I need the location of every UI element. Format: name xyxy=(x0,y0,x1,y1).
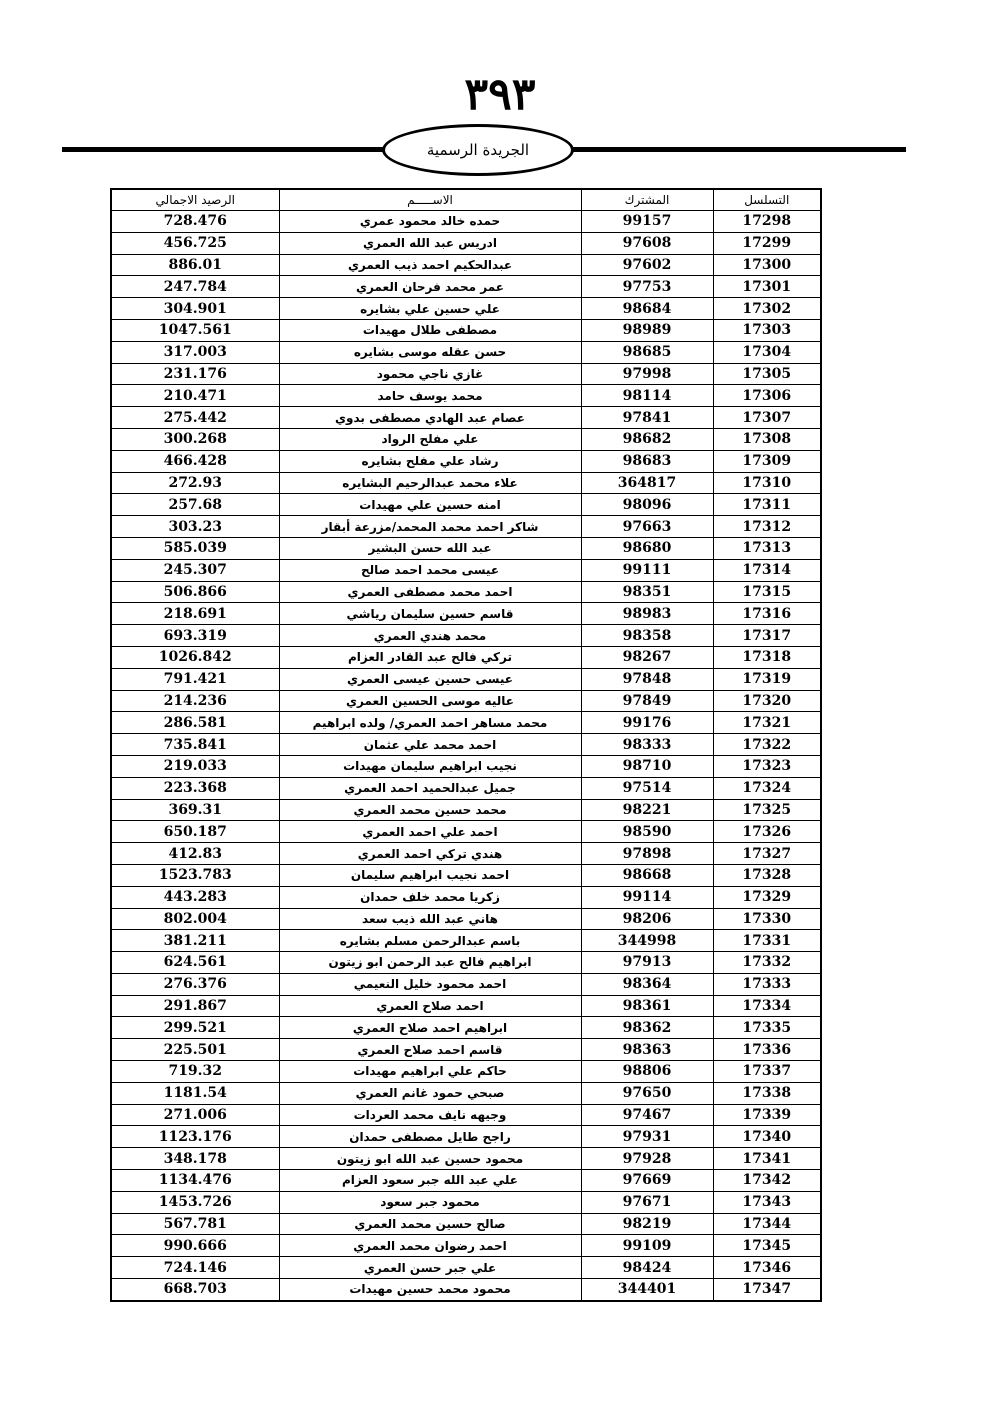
serial-cell: 17319 xyxy=(713,668,821,690)
balance-cell: 719.32 xyxy=(111,1061,279,1083)
serial-cell: 17310 xyxy=(713,472,821,494)
name-cell: قاسم احمد صلاح العمري xyxy=(279,1039,581,1061)
serial-cell: 17316 xyxy=(713,603,821,625)
name-cell: جميل عبدالحميد احمد العمري xyxy=(279,777,581,799)
serial-cell: 17304 xyxy=(713,341,821,363)
balance-cell: 218.691 xyxy=(111,603,279,625)
balance-cell: 791.421 xyxy=(111,668,279,690)
name-cell: عمر محمد فرحان العمري xyxy=(279,276,581,298)
subscriber-cell: 98096 xyxy=(581,494,713,516)
serial-cell: 17334 xyxy=(713,995,821,1017)
balance-cell: 214.236 xyxy=(111,690,279,712)
name-cell: عبد الله حسن البشير xyxy=(279,537,581,559)
subscriber-cell: 98989 xyxy=(581,319,713,341)
subscriber-cell: 98333 xyxy=(581,734,713,756)
table-row xyxy=(111,450,821,472)
subscriber-cell: 97848 xyxy=(581,668,713,690)
balance-cell: 247.784 xyxy=(111,276,279,298)
table-row xyxy=(111,1061,821,1083)
serial-cell: 17343 xyxy=(713,1191,821,1213)
name-cell: ابراهيم احمد صلاح العمري xyxy=(279,1017,581,1039)
subscriber-cell: 99111 xyxy=(581,559,713,581)
subscriber-cell: 97650 xyxy=(581,1082,713,1104)
serial-cell: 17333 xyxy=(713,973,821,995)
table-row xyxy=(111,1213,821,1235)
balance-cell: 1453.726 xyxy=(111,1191,279,1213)
serial-cell: 17299 xyxy=(713,232,821,254)
balance-cell: 412.83 xyxy=(111,843,279,865)
table-row xyxy=(111,864,821,886)
balance-cell: 728.476 xyxy=(111,211,279,233)
balance-cell: 1047.561 xyxy=(111,319,279,341)
name-cell: علي جبر حسن العمري xyxy=(279,1257,581,1279)
balance-cell: 1523.783 xyxy=(111,864,279,886)
name-cell: هاني عبد الله ذيب سعد xyxy=(279,908,581,930)
serial-cell: 17298 xyxy=(713,211,821,233)
name-cell: احمد رضوان محمد العمري xyxy=(279,1235,581,1257)
subscriber-cell: 98219 xyxy=(581,1213,713,1235)
table-row xyxy=(111,363,821,385)
table-body xyxy=(111,211,821,1301)
serial-cell: 17337 xyxy=(713,1061,821,1083)
table-row xyxy=(111,232,821,254)
subscriber-cell: 98363 xyxy=(581,1039,713,1061)
subscriber-cell: 97602 xyxy=(581,254,713,276)
balance-cell: 225.501 xyxy=(111,1039,279,1061)
table-row xyxy=(111,407,821,429)
subscriber-cell: 98361 xyxy=(581,995,713,1017)
name-cell: علي حسين علي بشايره xyxy=(279,298,581,320)
name-cell: محمود جبر سعود xyxy=(279,1191,581,1213)
name-cell: صبحي حمود غانم العمري xyxy=(279,1082,581,1104)
table-row xyxy=(111,952,821,974)
subscriber-cell: 98358 xyxy=(581,625,713,647)
name-cell: عيسى حسين عيسى العمري xyxy=(279,668,581,690)
name-cell: محمود حسين عبد الله ابو زيتون xyxy=(279,1148,581,1170)
table-row xyxy=(111,777,821,799)
balance-cell: 456.725 xyxy=(111,232,279,254)
table-row xyxy=(111,734,821,756)
serial-cell: 17320 xyxy=(713,690,821,712)
serial-cell: 17327 xyxy=(713,843,821,865)
header-rule-left xyxy=(62,147,386,152)
name-cell: هندي تركي احمد العمري xyxy=(279,843,581,865)
serial-cell: 17315 xyxy=(713,581,821,603)
serial-cell: 17308 xyxy=(713,428,821,450)
subscriber-cell: 98267 xyxy=(581,646,713,668)
subscriber-cell: 98983 xyxy=(581,603,713,625)
table-row xyxy=(111,494,821,516)
balance-cell: 275.442 xyxy=(111,407,279,429)
subscriber-cell: 344998 xyxy=(581,930,713,952)
table-row xyxy=(111,1170,821,1192)
serial-cell: 17332 xyxy=(713,952,821,974)
subscriber-cell: 98683 xyxy=(581,450,713,472)
table-row xyxy=(111,1039,821,1061)
name-cell: محمد مساهر احمد العمري/ ولده ابراهيم xyxy=(279,712,581,734)
header-balance: الرصيد الاجمالي xyxy=(111,189,279,211)
balance-cell: 369.31 xyxy=(111,799,279,821)
balance-cell: 303.23 xyxy=(111,516,279,538)
table-row xyxy=(111,690,821,712)
subscriber-cell: 98221 xyxy=(581,799,713,821)
serial-cell: 17336 xyxy=(713,1039,821,1061)
subscriber-cell: 364817 xyxy=(581,472,713,494)
table-row xyxy=(111,995,821,1017)
name-cell: ابراهيم فالح عبد الرحمن ابو زيتون xyxy=(279,952,581,974)
balance-cell: 668.703 xyxy=(111,1279,279,1301)
name-cell: علي مفلح الرواد xyxy=(279,428,581,450)
table-row xyxy=(111,211,821,233)
name-cell: احمد علي احمد العمري xyxy=(279,821,581,843)
page-number: ٣٩٣ xyxy=(464,69,536,120)
name-cell: مصطفى طلال مهيدات xyxy=(279,319,581,341)
name-cell: حاكم علي ابراهيم مهيدات xyxy=(279,1061,581,1083)
balance-cell: 443.283 xyxy=(111,886,279,908)
balance-cell: 1026.842 xyxy=(111,646,279,668)
name-cell: غازي ناجي محمود xyxy=(279,363,581,385)
table-row xyxy=(111,625,821,647)
serial-cell: 17347 xyxy=(713,1279,821,1301)
subscriber-cell: 98364 xyxy=(581,973,713,995)
subscriber-cell: 99157 xyxy=(581,211,713,233)
serial-cell: 17322 xyxy=(713,734,821,756)
name-cell: احمد نجيب ابراهيم سليمان xyxy=(279,864,581,886)
balance-cell: 223.368 xyxy=(111,777,279,799)
subscriber-cell: 99114 xyxy=(581,886,713,908)
subscriber-cell: 98684 xyxy=(581,298,713,320)
table-row xyxy=(111,755,821,777)
subscriber-cell: 97931 xyxy=(581,1126,713,1148)
subscriber-cell: 97753 xyxy=(581,276,713,298)
table-row xyxy=(111,1235,821,1257)
subscriber-cell: 98806 xyxy=(581,1061,713,1083)
subscriber-cell: 98680 xyxy=(581,537,713,559)
table-row xyxy=(111,1257,821,1279)
balance-cell: 286.581 xyxy=(111,712,279,734)
serial-cell: 17345 xyxy=(713,1235,821,1257)
header-name: الاســـــم xyxy=(279,189,581,211)
subscriber-cell: 98114 xyxy=(581,385,713,407)
serial-cell: 17303 xyxy=(713,319,821,341)
table-row xyxy=(111,1104,821,1126)
serial-cell: 17325 xyxy=(713,799,821,821)
serial-cell: 17323 xyxy=(713,755,821,777)
table-row xyxy=(111,1017,821,1039)
serial-cell: 17331 xyxy=(713,930,821,952)
header-serial: التسلسل xyxy=(713,189,821,211)
table-row xyxy=(111,1279,821,1301)
table-row xyxy=(111,603,821,625)
subscriber-cell: 98206 xyxy=(581,908,713,930)
subscriber-cell: 97928 xyxy=(581,1148,713,1170)
serial-cell: 17305 xyxy=(713,363,821,385)
name-cell: محمد هندي العمري xyxy=(279,625,581,647)
table-row xyxy=(111,1148,821,1170)
name-cell: عاليه موسى الحسين العمري xyxy=(279,690,581,712)
serial-cell: 17344 xyxy=(713,1213,821,1235)
table-row xyxy=(111,581,821,603)
balance-cell: 317.003 xyxy=(111,341,279,363)
balance-cell: 291.867 xyxy=(111,995,279,1017)
serial-cell: 17335 xyxy=(713,1017,821,1039)
serial-cell: 17301 xyxy=(713,276,821,298)
subscriber-cell: 98424 xyxy=(581,1257,713,1279)
balance-cell: 990.666 xyxy=(111,1235,279,1257)
table-row xyxy=(111,516,821,538)
name-cell: محمد حسين محمد العمري xyxy=(279,799,581,821)
name-cell: احمد صلاح العمري xyxy=(279,995,581,1017)
subscriber-cell: 98590 xyxy=(581,821,713,843)
serial-cell: 17307 xyxy=(713,407,821,429)
table-row xyxy=(111,886,821,908)
subscribers-table-container xyxy=(110,188,820,1302)
subscriber-cell: 98362 xyxy=(581,1017,713,1039)
name-cell: نجيب ابراهيم سليمان مهيدات xyxy=(279,755,581,777)
name-cell: علي عبد الله جبر سعود العزام xyxy=(279,1170,581,1192)
table-row xyxy=(111,1126,821,1148)
balance-cell: 272.93 xyxy=(111,472,279,494)
name-cell: احمد محمود خليل النعيمي xyxy=(279,973,581,995)
balance-cell: 724.146 xyxy=(111,1257,279,1279)
name-cell: عبدالحكيم احمد ذيب العمري xyxy=(279,254,581,276)
table-header-row xyxy=(111,189,821,211)
header-rule-right xyxy=(570,147,906,152)
serial-cell: 17317 xyxy=(713,625,821,647)
balance-cell: 624.561 xyxy=(111,952,279,974)
serial-cell: 17326 xyxy=(713,821,821,843)
balance-cell: 886.01 xyxy=(111,254,279,276)
table-row xyxy=(111,646,821,668)
serial-cell: 17302 xyxy=(713,298,821,320)
balance-cell: 381.211 xyxy=(111,930,279,952)
balance-cell: 271.006 xyxy=(111,1104,279,1126)
name-cell: قاسم حسين سليمان رياشي xyxy=(279,603,581,625)
serial-cell: 17318 xyxy=(713,646,821,668)
subscriber-cell: 97608 xyxy=(581,232,713,254)
table-row xyxy=(111,559,821,581)
table-row xyxy=(111,843,821,865)
serial-cell: 17313 xyxy=(713,537,821,559)
serial-cell: 17341 xyxy=(713,1148,821,1170)
table-row xyxy=(111,537,821,559)
name-cell: وجيهه نايف محمد العردات xyxy=(279,1104,581,1126)
name-cell: تركي فالح عبد القادر العزام xyxy=(279,646,581,668)
table-row xyxy=(111,385,821,407)
serial-cell: 17314 xyxy=(713,559,821,581)
table-row xyxy=(111,821,821,843)
name-cell: زكريا محمد خلف حمدان xyxy=(279,886,581,908)
subscriber-cell: 99176 xyxy=(581,712,713,734)
serial-cell: 17342 xyxy=(713,1170,821,1192)
balance-cell: 257.68 xyxy=(111,494,279,516)
balance-cell: 567.781 xyxy=(111,1213,279,1235)
name-cell: علاء محمد عبدالرحيم البشايره xyxy=(279,472,581,494)
name-cell: عصام عبد الهادي مصطفى بدوي xyxy=(279,407,581,429)
subscriber-cell: 98351 xyxy=(581,581,713,603)
name-cell: رشاد علي مفلح بشايره xyxy=(279,450,581,472)
table-row xyxy=(111,712,821,734)
name-cell: احمد محمد مصطفى العمري xyxy=(279,581,581,603)
name-cell: شاكر احمد محمد المحمد/مزرعة أبقار xyxy=(279,516,581,538)
table-row xyxy=(111,799,821,821)
balance-cell: 1134.476 xyxy=(111,1170,279,1192)
subscriber-cell: 97467 xyxy=(581,1104,713,1126)
subscriber-cell: 97669 xyxy=(581,1170,713,1192)
subscriber-cell: 97841 xyxy=(581,407,713,429)
serial-cell: 17312 xyxy=(713,516,821,538)
balance-cell: 735.841 xyxy=(111,734,279,756)
balance-cell: 1123.176 xyxy=(111,1126,279,1148)
subscriber-cell: 98682 xyxy=(581,428,713,450)
subscriber-cell: 97514 xyxy=(581,777,713,799)
serial-cell: 17346 xyxy=(713,1257,821,1279)
serial-cell: 17321 xyxy=(713,712,821,734)
subscriber-cell: 97913 xyxy=(581,952,713,974)
balance-cell: 466.428 xyxy=(111,450,279,472)
table-row xyxy=(111,428,821,450)
subscriber-cell: 98668 xyxy=(581,864,713,886)
balance-cell: 650.187 xyxy=(111,821,279,843)
table-row xyxy=(111,319,821,341)
table-row xyxy=(111,908,821,930)
serial-cell: 17338 xyxy=(713,1082,821,1104)
balance-cell: 304.901 xyxy=(111,298,279,320)
name-cell: حسن عقله موسى بشايره xyxy=(279,341,581,363)
balance-cell: 219.033 xyxy=(111,755,279,777)
subscriber-cell: 98685 xyxy=(581,341,713,363)
table-row xyxy=(111,973,821,995)
masthead-oval xyxy=(382,124,574,176)
subscriber-cell: 97898 xyxy=(581,843,713,865)
serial-cell: 17309 xyxy=(713,450,821,472)
balance-cell: 1181.54 xyxy=(111,1082,279,1104)
name-cell: صالح حسين محمد العمري xyxy=(279,1213,581,1235)
table-row xyxy=(111,298,821,320)
table-row xyxy=(111,276,821,298)
serial-cell: 17339 xyxy=(713,1104,821,1126)
serial-cell: 17306 xyxy=(713,385,821,407)
name-cell: ادريس عبد الله العمري xyxy=(279,232,581,254)
balance-cell: 210.471 xyxy=(111,385,279,407)
subscriber-cell: 97998 xyxy=(581,363,713,385)
name-cell: احمد محمد علي عثمان xyxy=(279,734,581,756)
serial-cell: 17311 xyxy=(713,494,821,516)
balance-cell: 802.004 xyxy=(111,908,279,930)
header-subscriber: المشترك xyxy=(581,189,713,211)
subscriber-cell: 98710 xyxy=(581,755,713,777)
name-cell: باسم عبدالرحمن مسلم بشايره xyxy=(279,930,581,952)
subscriber-cell: 97663 xyxy=(581,516,713,538)
balance-cell: 506.866 xyxy=(111,581,279,603)
balance-cell: 231.176 xyxy=(111,363,279,385)
balance-cell: 276.376 xyxy=(111,973,279,995)
balance-cell: 299.521 xyxy=(111,1017,279,1039)
serial-cell: 17340 xyxy=(713,1126,821,1148)
subscriber-cell: 97849 xyxy=(581,690,713,712)
table-row xyxy=(111,254,821,276)
balance-cell: 693.319 xyxy=(111,625,279,647)
balance-cell: 585.039 xyxy=(111,537,279,559)
name-cell: محمد يوسف حامد xyxy=(279,385,581,407)
table-row xyxy=(111,1191,821,1213)
subscriber-cell: 344401 xyxy=(581,1279,713,1301)
publication-title: الجريدة الرسمية xyxy=(426,141,530,159)
balance-cell: 245.307 xyxy=(111,559,279,581)
serial-cell: 17330 xyxy=(713,908,821,930)
table-row xyxy=(111,668,821,690)
serial-cell: 17329 xyxy=(713,886,821,908)
table-row xyxy=(111,341,821,363)
subscribers-table xyxy=(110,188,822,1302)
subscriber-cell: 97671 xyxy=(581,1191,713,1213)
table-row xyxy=(111,472,821,494)
name-cell: حمده خالد محمود عمري xyxy=(279,211,581,233)
name-cell: عيسى محمد احمد صالح xyxy=(279,559,581,581)
name-cell: امنه حسين علي مهيدات xyxy=(279,494,581,516)
table-row xyxy=(111,1082,821,1104)
name-cell: راجح طايل مصطفى حمدان xyxy=(279,1126,581,1148)
table-row xyxy=(111,930,821,952)
name-cell: محمود محمد حسين مهيدات xyxy=(279,1279,581,1301)
serial-cell: 17324 xyxy=(713,777,821,799)
subscriber-cell: 99109 xyxy=(581,1235,713,1257)
serial-cell: 17328 xyxy=(713,864,821,886)
serial-cell: 17300 xyxy=(713,254,821,276)
balance-cell: 348.178 xyxy=(111,1148,279,1170)
balance-cell: 300.268 xyxy=(111,428,279,450)
